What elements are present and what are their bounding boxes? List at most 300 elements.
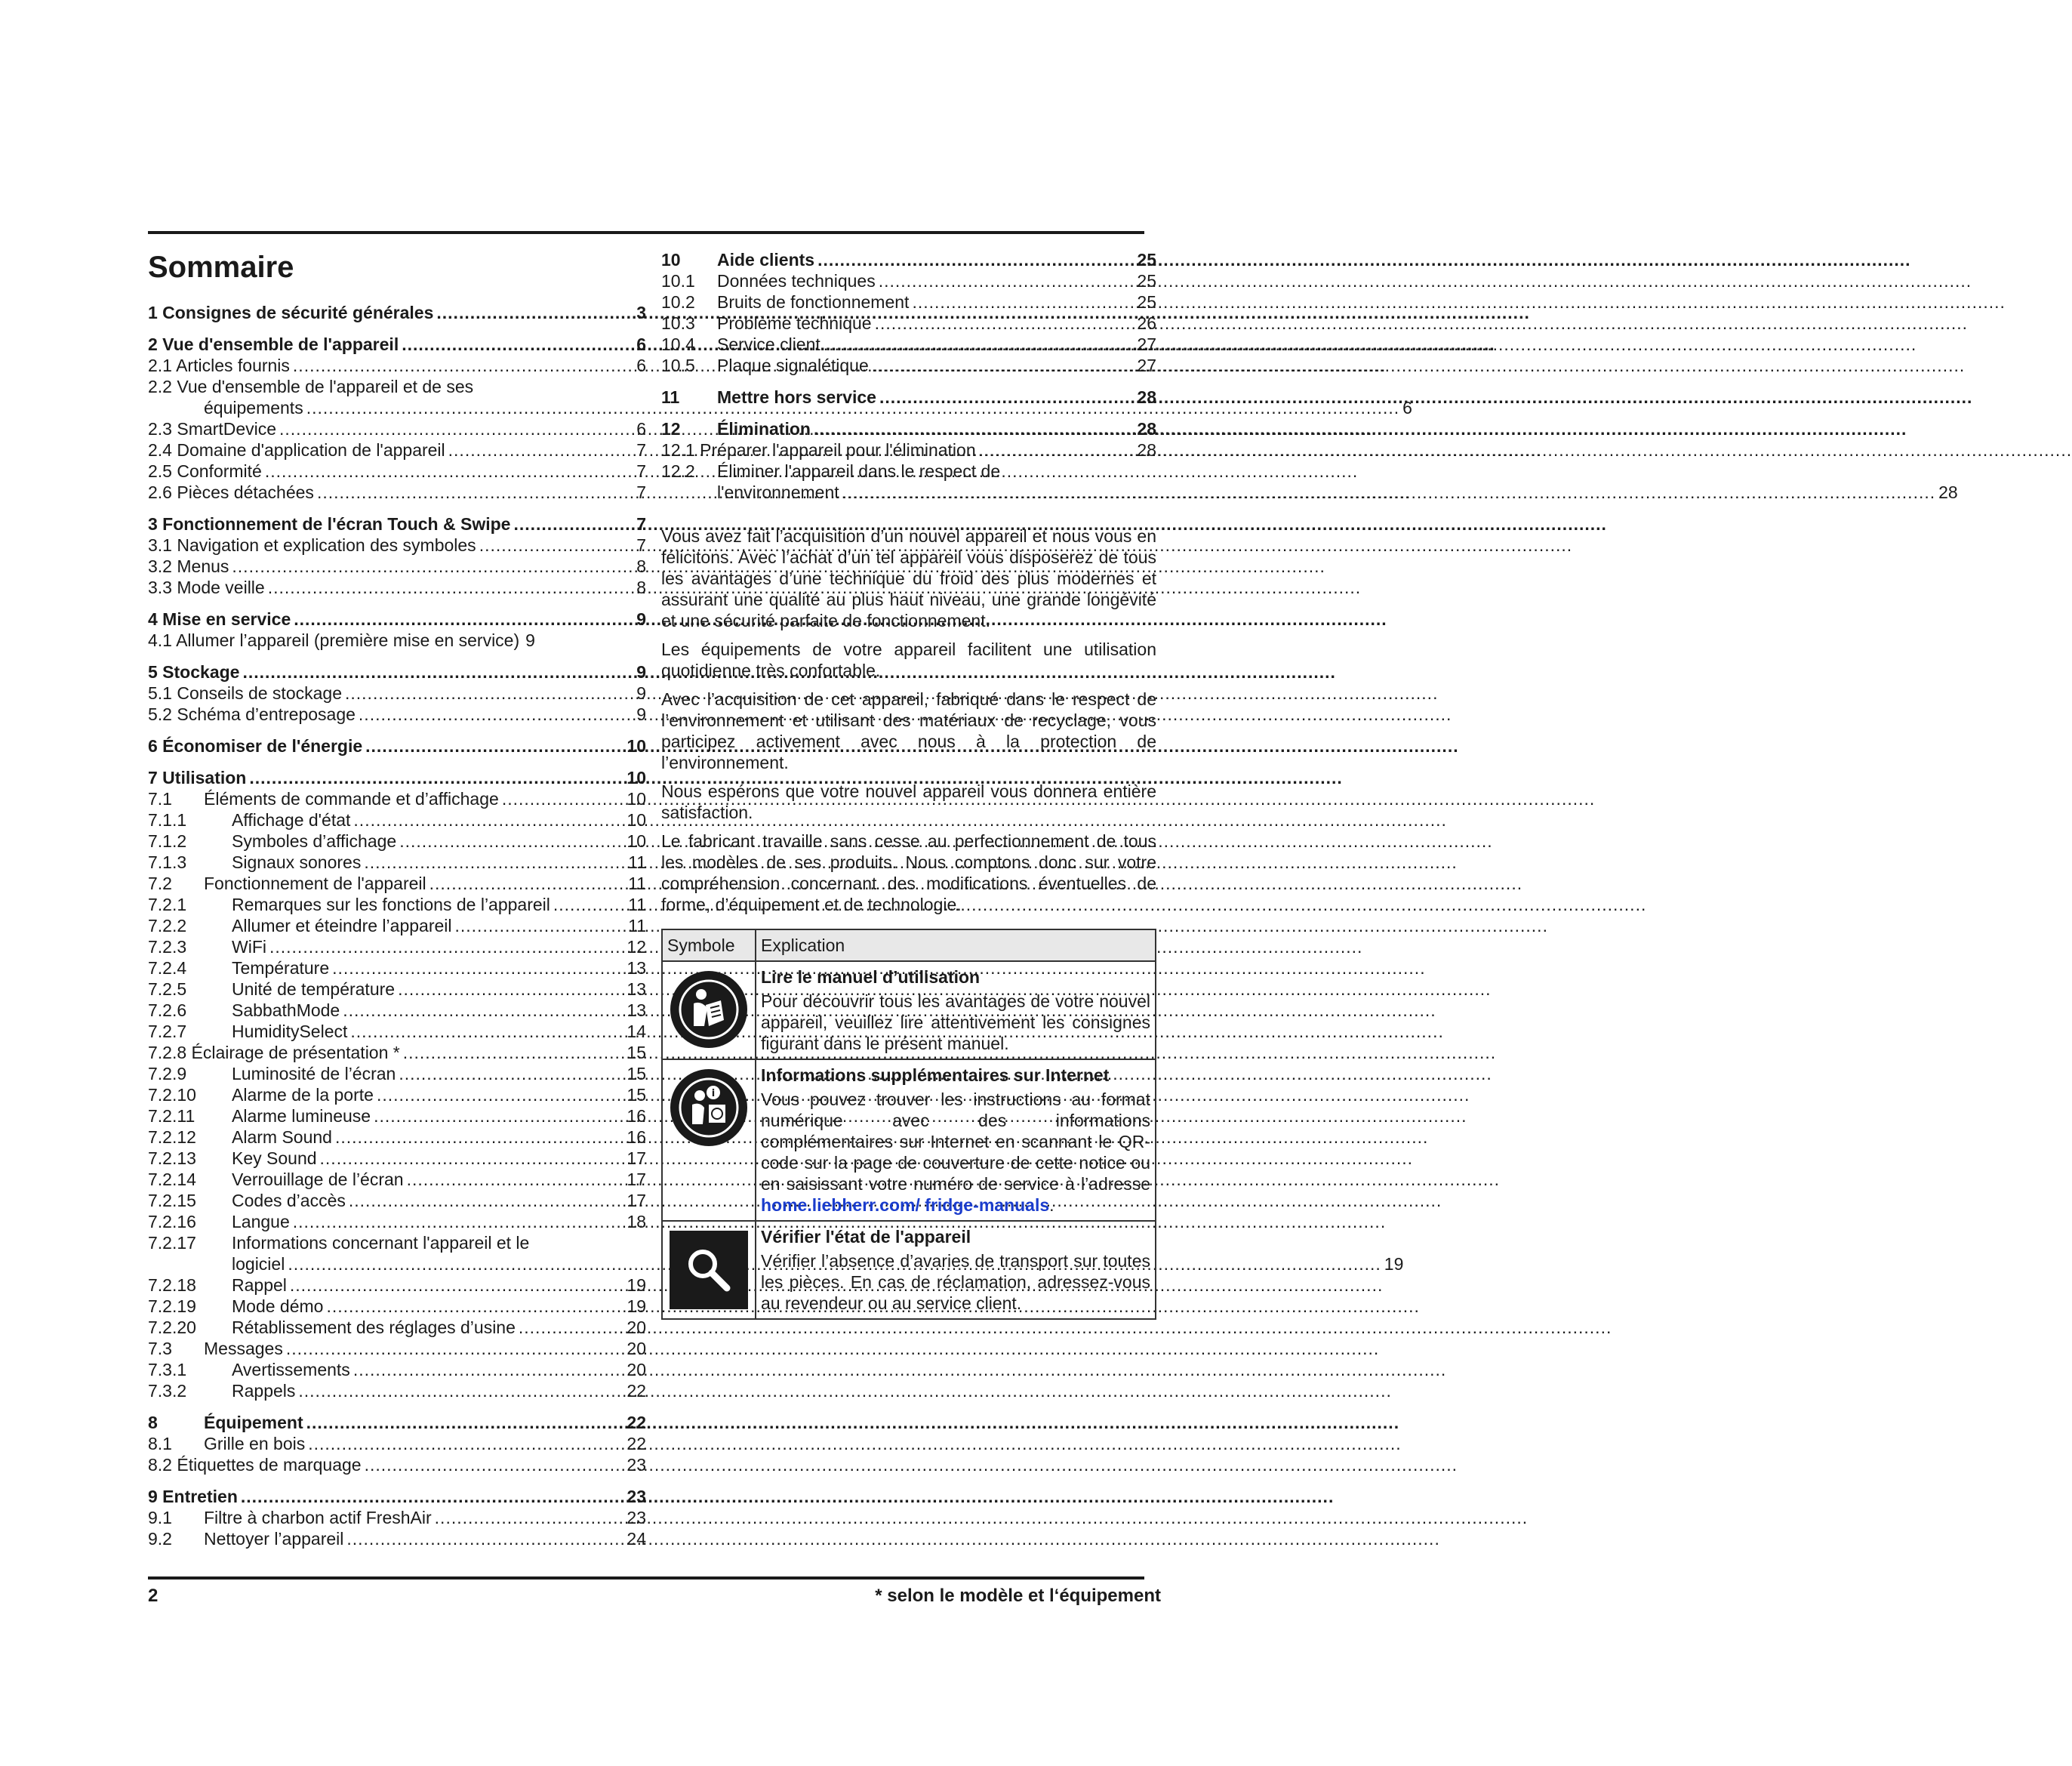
toc-number: 7.2.2 xyxy=(148,916,187,935)
toc-text: Avertissements xyxy=(232,1360,350,1379)
toc-entry[interactable] xyxy=(661,439,1156,461)
toc-entry[interactable] xyxy=(148,894,646,915)
toc-page: 23 xyxy=(627,1487,646,1506)
toc-page: 27 xyxy=(1137,334,1156,354)
toc-page: 18 xyxy=(627,1212,646,1231)
toc-number: 7.2.16 xyxy=(148,1212,196,1231)
toc-page: 25 xyxy=(1137,250,1156,270)
toc-leader xyxy=(364,852,625,873)
toc-text: 2.2 Vue d'ensemble de l'appareil et de ses xyxy=(148,377,474,396)
toc-leader xyxy=(269,936,623,957)
toc-leader xyxy=(979,439,1135,461)
toc-page: 26 xyxy=(1137,313,1156,333)
toc-number: 7.3.2 xyxy=(148,1381,187,1401)
toc-page: 7 xyxy=(636,440,646,460)
toc-leader xyxy=(265,461,633,482)
internet-info-icon xyxy=(670,1069,747,1146)
toc-page: 25 xyxy=(1137,271,1156,291)
toc-leader xyxy=(407,1169,624,1190)
toc-text: Rétablissement des réglages d’usine xyxy=(232,1318,516,1337)
toc-entry[interactable] xyxy=(148,661,646,683)
symbol-header: Symbole xyxy=(662,929,756,961)
toc-entry[interactable] xyxy=(148,535,646,556)
toc-page: 16 xyxy=(627,1127,646,1147)
toc-entry-continuation[interactable] xyxy=(661,482,1958,503)
toc-entry[interactable] xyxy=(148,1190,646,1211)
toc-number: 10 xyxy=(661,250,681,270)
toc-text: 8.2 Étiquettes de marquage xyxy=(148,1455,362,1475)
toc-leader xyxy=(399,1063,623,1084)
toc-text: Rappel xyxy=(232,1275,287,1295)
toc-entry[interactable] xyxy=(148,915,646,936)
toc-leader xyxy=(912,291,1134,313)
toc-page: 11 xyxy=(628,916,646,935)
toc-leader xyxy=(346,1528,623,1549)
toc-entry[interactable] xyxy=(148,809,646,831)
toc-text: 6 Économiser de l'énergie xyxy=(148,736,363,756)
symbol-title: Vérifier l'état de l'appareil xyxy=(761,1227,971,1247)
toc-number: 7.3 xyxy=(148,1339,172,1358)
toc-entry[interactable] xyxy=(148,788,646,809)
toc-entry[interactable] xyxy=(148,577,646,598)
toc-leader xyxy=(436,302,633,323)
toc-text: 5 Stockage xyxy=(148,662,240,682)
magnifier-icon xyxy=(670,1231,748,1309)
toc-page: 8 xyxy=(636,578,646,597)
toc-leader xyxy=(241,1486,624,1507)
toc-text: 5.1 Conseils de stockage xyxy=(148,683,342,703)
toc-page: 15 xyxy=(627,1085,646,1105)
toc-entry[interactable] xyxy=(661,291,1156,313)
toc-page: 19 xyxy=(627,1296,646,1316)
toc-page: 11 xyxy=(628,874,646,893)
manuals-link[interactable]: home.liebherr.com/ fridge-manuals xyxy=(761,1195,1050,1215)
toc-leader xyxy=(842,482,1935,503)
toc-page: 28 xyxy=(1137,440,1156,460)
toc-number: 10.1 xyxy=(661,271,695,291)
toc-text: Remarques sur les fonctions de l’appareil xyxy=(232,895,550,914)
toc-number: 7.1.1 xyxy=(148,810,187,830)
toc-page: 17 xyxy=(627,1191,646,1210)
toc-page: 19 xyxy=(1384,1254,1404,1274)
intro-paragraph: Avec l’acquisition de cet appareil, fabriqué dans le respect de l’environnement et utilisant des matériaux de recyclage, vous participez activement avec nous à la protection de l’environnement. xyxy=(661,689,1156,772)
toc-entry[interactable] xyxy=(148,1084,646,1105)
toc-page: 9 xyxy=(636,662,646,682)
symbol-row-manual xyxy=(662,961,1156,1059)
toc-section xyxy=(148,609,646,651)
toc-entry[interactable] xyxy=(148,1296,646,1317)
toc-leader xyxy=(293,355,633,376)
toc-page: 12 xyxy=(627,937,646,957)
symbol-body: Pour découvrir tous les avantages de votre nouvel appareil, veuillez lire attentivement les consignes figurant dans le présent manuel. xyxy=(761,991,1150,1053)
toc-entry[interactable] xyxy=(148,609,646,630)
toc-entry[interactable] xyxy=(148,1359,646,1380)
toc-number: 7.2.9 xyxy=(148,1064,187,1083)
toc-text: Codes d’accès xyxy=(232,1191,346,1210)
toc-entry[interactable] xyxy=(148,831,646,852)
toc-text: équipements xyxy=(204,398,303,418)
toc-page: 6 xyxy=(636,356,646,375)
toc-text: Key Sound xyxy=(232,1148,317,1168)
bottom-rule xyxy=(148,1576,1144,1580)
toc-leader xyxy=(293,1211,624,1232)
toc-entry-continuation[interactable] xyxy=(148,1253,1404,1274)
toc-leader xyxy=(435,1507,624,1528)
toc-entry[interactable] xyxy=(148,418,646,439)
toc-page: 9 xyxy=(636,704,646,724)
toc-entry[interactable] xyxy=(148,355,646,376)
toc-entry[interactable] xyxy=(148,1169,646,1190)
toc-entry[interactable] xyxy=(148,482,646,503)
toc-page: 7 xyxy=(636,482,646,502)
toc-text: Alarme lumineuse xyxy=(232,1106,371,1126)
toc-entry[interactable] xyxy=(148,1338,646,1359)
toc-text: Équipement xyxy=(204,1413,303,1432)
toc-entry[interactable] xyxy=(148,376,646,397)
toc-text: Alarme de la porte xyxy=(232,1085,374,1105)
toc-text: 2.1 Articles fournis xyxy=(148,356,290,375)
toc-entry[interactable] xyxy=(661,387,1156,408)
toc-leader xyxy=(353,809,623,831)
toc-leader xyxy=(353,1359,624,1380)
toc-leader xyxy=(399,831,623,852)
toc-text: Affichage d'état xyxy=(232,810,351,830)
toc-page: 10 xyxy=(627,789,646,809)
toc-text: SabbathMode xyxy=(232,1000,340,1020)
toc-entry[interactable] xyxy=(661,249,1156,270)
toc-leader xyxy=(553,894,625,915)
toc-text: 2.5 Conformité xyxy=(148,461,262,481)
toc-text: Verrouillage de l’écran xyxy=(232,1170,404,1189)
toc-page: 9 xyxy=(636,683,646,703)
toc-page: 10 xyxy=(627,810,646,830)
toc-leader xyxy=(350,1021,623,1042)
toc-section xyxy=(148,735,646,757)
toc-number: 9.2 xyxy=(148,1529,172,1549)
toc-page: 7 xyxy=(636,461,646,481)
toc-leader xyxy=(326,1296,623,1317)
toc-text: 3.2 Menus xyxy=(148,556,229,576)
toc-leader xyxy=(824,334,1135,355)
toc-number: 7.2.20 xyxy=(148,1318,196,1337)
toc-page: 23 xyxy=(627,1508,646,1527)
toc-text: 4 Mise en service xyxy=(148,609,291,629)
toc-entry[interactable] xyxy=(148,461,646,482)
toc-entry[interactable] xyxy=(148,852,646,873)
toc-leader xyxy=(317,482,633,503)
toc-text: 2 Vue d'ensemble de l'appareil xyxy=(148,334,399,354)
toc-text: Plaque signalétique xyxy=(717,356,869,375)
toc-number: 10.2 xyxy=(661,292,695,312)
toc-leader xyxy=(294,609,633,630)
toc-page: 14 xyxy=(627,1022,646,1041)
toc-entry[interactable] xyxy=(148,1507,646,1528)
toc-entry[interactable] xyxy=(148,735,646,757)
toc-text: Mettre hors service xyxy=(717,387,876,407)
toc-number: 7.2.12 xyxy=(148,1127,196,1147)
toc-leader xyxy=(320,1148,624,1169)
toc-text: 2.4 Domaine d'application de l'appareil xyxy=(148,440,445,460)
toc-section xyxy=(661,418,1958,503)
toc-entry[interactable] xyxy=(148,1232,646,1253)
toc-leader xyxy=(502,788,624,809)
toc-entry[interactable] xyxy=(148,1148,646,1169)
toc-number: 7.2.18 xyxy=(148,1275,196,1295)
toc-leader xyxy=(403,1042,624,1063)
toc-number: 7.2.10 xyxy=(148,1085,196,1105)
toc-page: 28 xyxy=(1938,482,1958,502)
toc-number: 12 xyxy=(661,419,681,439)
toc-page: 10 xyxy=(627,736,646,756)
toc-entry[interactable] xyxy=(148,1126,646,1148)
toc-entry[interactable] xyxy=(148,334,646,355)
toc-entry[interactable] xyxy=(661,334,1156,355)
toc-text: WiFi xyxy=(232,937,266,957)
toc-entry[interactable] xyxy=(148,1454,646,1475)
toc-number: 7.3.1 xyxy=(148,1360,187,1379)
toc-entry[interactable] xyxy=(148,936,646,957)
toc-leader xyxy=(365,1454,624,1475)
toc-leader xyxy=(814,418,1134,439)
toc-entry[interactable] xyxy=(148,1274,646,1296)
toc-entry[interactable] xyxy=(148,439,646,461)
toc-text: Élimination xyxy=(717,419,811,439)
symbol-body-end: . xyxy=(1049,1195,1054,1215)
toc-text: Signaux sonores xyxy=(232,852,362,872)
toc-section xyxy=(148,1486,646,1549)
toc-entry[interactable] xyxy=(148,873,646,894)
toc-text: Aide clients xyxy=(717,250,815,270)
toc-page: 6 xyxy=(636,419,646,439)
toc-entry[interactable] xyxy=(148,1380,646,1401)
toc-page: 28 xyxy=(1137,387,1156,407)
svg-text:i: i xyxy=(711,1088,716,1099)
toc-text: Informations concernant l'appareil et le xyxy=(232,1233,530,1253)
toc-number: 7.2.4 xyxy=(148,958,187,978)
toc-leader xyxy=(268,577,634,598)
toc-text: Données techniques xyxy=(717,271,876,291)
toc-entry[interactable] xyxy=(148,767,646,788)
toc-section xyxy=(148,1412,646,1475)
toc-page: 27 xyxy=(1137,356,1156,375)
toc-leader xyxy=(249,767,623,788)
toc-text: logiciel xyxy=(232,1254,285,1274)
toc-entry[interactable] xyxy=(148,630,646,651)
toc-entry[interactable] xyxy=(148,979,646,1000)
toc-entry[interactable] xyxy=(661,355,1156,376)
toc-number: 8.1 xyxy=(148,1434,172,1453)
toc-leader xyxy=(349,1190,624,1211)
toc-text: Langue xyxy=(232,1212,290,1231)
toc-entry[interactable] xyxy=(148,957,646,979)
toc-page: 15 xyxy=(627,1064,646,1083)
toc-text: Éliminer l'appareil dans le respect de xyxy=(717,461,1001,481)
toc-leader xyxy=(306,1412,624,1433)
toc-entry[interactable] xyxy=(148,1042,646,1063)
symbol-title: Informations supplémentaires sur Internet xyxy=(761,1065,1110,1085)
footnote: * selon le modèle et l‘équipement xyxy=(875,1586,1161,1606)
toc-leader xyxy=(872,355,1135,376)
toc-page: 10 xyxy=(627,768,646,787)
toc-number: 10.5 xyxy=(661,356,695,375)
toc-number: 7.2.17 xyxy=(148,1233,196,1253)
toc-page: 13 xyxy=(627,979,646,999)
toc-entry[interactable] xyxy=(148,556,646,577)
toc-page: 9 xyxy=(636,609,646,629)
toc-text: 4.1 Allumer l’appareil (première mise en service) xyxy=(148,630,520,650)
toc-text: l'environnement xyxy=(717,482,839,502)
toc-entry[interactable] xyxy=(148,683,646,704)
toc-page: 20 xyxy=(627,1360,646,1379)
toc-leader xyxy=(279,418,633,439)
toc-leader xyxy=(879,387,1134,408)
toc-leader xyxy=(332,957,623,979)
toc-right xyxy=(661,249,1958,503)
toc-text: Bruits de fonctionnement xyxy=(717,292,910,312)
toc-text: Symboles d’affichage xyxy=(232,831,397,851)
toc-number: 7.1 xyxy=(148,789,172,809)
toc-page: 17 xyxy=(627,1148,646,1168)
toc-section xyxy=(148,661,646,725)
explanation-header: Explication xyxy=(756,929,1156,961)
toc-page: 13 xyxy=(627,958,646,978)
toc-number: 9.1 xyxy=(148,1508,172,1527)
toc-entry[interactable] xyxy=(148,1433,646,1454)
toc-leader xyxy=(345,683,633,704)
toc-text: Rappels xyxy=(232,1381,296,1401)
toc-entry[interactable] xyxy=(148,1317,646,1338)
toc-entry[interactable] xyxy=(661,270,1156,291)
toc-text: Filtre à charbon actif FreshAir xyxy=(204,1508,432,1527)
toc-text: Service client xyxy=(717,334,820,354)
toc-leader xyxy=(365,735,623,757)
toc-text: HumiditySelect xyxy=(232,1022,348,1041)
toc-section xyxy=(661,387,1156,408)
toc-entry[interactable] xyxy=(148,704,646,725)
toc-entry[interactable] xyxy=(148,513,646,535)
toc-page: 6 xyxy=(1402,398,1412,418)
toc-leader xyxy=(242,661,633,683)
toc-text: Éléments de commande et d’affichage xyxy=(204,789,499,809)
toc-leader xyxy=(455,915,626,936)
toc-page: 8 xyxy=(636,556,646,576)
toc-number: 7.1.3 xyxy=(148,852,187,872)
toc-number: 7.2 xyxy=(148,874,172,893)
toc-text: 2.6 Pièces détachées xyxy=(148,482,314,502)
symbol-table xyxy=(661,929,1156,1320)
toc-entry[interactable] xyxy=(148,1000,646,1021)
toc-page: 25 xyxy=(1137,292,1156,312)
toc-leader xyxy=(359,704,633,725)
toc-leader xyxy=(335,1126,623,1148)
toc-number: 7.2.19 xyxy=(148,1296,196,1316)
toc-text: Température xyxy=(232,958,330,978)
read-manual-icon xyxy=(670,971,747,1048)
toc-leader xyxy=(308,1433,623,1454)
symbol-row-check xyxy=(662,1221,1156,1319)
symbol-title: Lire le manuel d’utilisation xyxy=(761,967,981,987)
intro-paragraph: Nous espérons que votre nouvel appareil vous donnera entière satisfaction. xyxy=(661,781,1156,822)
toc-number: 10.3 xyxy=(661,313,695,333)
toc-entry[interactable] xyxy=(661,461,1156,482)
toc-text: 3 Fonctionnement de l'écran Touch & Swipe xyxy=(148,514,511,534)
toc-entry[interactable] xyxy=(661,313,1156,334)
toc-text: 5.2 Schéma d’entreposage xyxy=(148,704,356,724)
toc-text: Messages xyxy=(204,1339,283,1358)
toc-text: Mode démo xyxy=(232,1296,324,1316)
toc-text: 7.2.8 Éclairage de présentation * xyxy=(148,1043,400,1062)
toc-number: 10.4 xyxy=(661,334,695,354)
toc-leader xyxy=(479,535,634,556)
toc-text: Grille en bois xyxy=(204,1434,306,1453)
toc-leader xyxy=(879,270,1135,291)
toc-leader xyxy=(343,1000,623,1021)
toc-number: 7.2.7 xyxy=(148,1022,187,1041)
toc-number: 7.2.13 xyxy=(148,1148,196,1168)
toc-leader xyxy=(519,1317,624,1338)
toc-leader xyxy=(290,1274,624,1296)
toc-number: 7.1.2 xyxy=(148,831,187,851)
toc-entry[interactable] xyxy=(148,1021,646,1042)
toc-page: 23 xyxy=(627,1455,646,1475)
toc-entry[interactable] xyxy=(148,1528,646,1549)
toc-number: 12.2 xyxy=(661,461,695,481)
toc-entry[interactable] xyxy=(148,302,646,323)
toc-text: Alarm Sound xyxy=(232,1127,332,1147)
toc-leader xyxy=(513,513,633,535)
toc-section xyxy=(148,513,646,598)
toc-leader xyxy=(875,313,1135,334)
toc-number: 7.2.15 xyxy=(148,1191,196,1210)
toc-text: 1 Consignes de sécurité générales xyxy=(148,303,434,322)
page-number: 2 xyxy=(148,1586,159,1606)
toc-page: 10 xyxy=(627,831,646,851)
intro-paragraph: Le fabricant travaille sans cesse au perfectionnement de tous les modèles de ses produits. Nous comptons donc sur votre compréhension concernant des modifications éventuelles de forme, d’équipement et de technologie. xyxy=(661,831,1156,914)
toc-number: 7.2.6 xyxy=(148,1000,187,1020)
toc-text: Fonctionnement de l'appareil xyxy=(204,874,426,893)
toc-entry[interactable] xyxy=(148,1486,646,1507)
toc-page: 3 xyxy=(636,303,646,322)
toc-entry[interactable] xyxy=(148,1211,646,1232)
toc-entry[interactable] xyxy=(148,1105,646,1126)
toc-leader xyxy=(398,979,623,1000)
top-rule xyxy=(148,231,1144,234)
toc-page: 20 xyxy=(627,1318,646,1337)
symbol-body: Vérifier l’absence d’avaries de transport sur toutes les pièces. En cas de réclamation, adressez-vous au revendeur ou au service client. xyxy=(761,1251,1150,1313)
toc-page: 13 xyxy=(627,1000,646,1020)
toc-page: 22 xyxy=(627,1381,646,1401)
toc-section xyxy=(148,302,646,323)
toc-text: 9 Entretien xyxy=(148,1487,238,1506)
toc-text: 3.3 Mode veille xyxy=(148,578,265,597)
page-title: Sommaire xyxy=(148,251,294,284)
toc-entry[interactable] xyxy=(661,418,1156,439)
toc-number: 7.2.11 xyxy=(148,1106,196,1126)
toc-leader xyxy=(377,1084,623,1105)
toc-page: 22 xyxy=(627,1434,646,1453)
toc-text: Unité de température xyxy=(232,979,396,999)
toc-entry[interactable] xyxy=(148,1063,646,1084)
toc-page: 7 xyxy=(636,514,646,534)
toc-page: 28 xyxy=(1137,419,1156,439)
toc-text: Problème technique xyxy=(717,313,872,333)
toc-text: 3.1 Navigation et explication des symboles xyxy=(148,535,476,555)
toc-number: 7.2.14 xyxy=(148,1170,196,1189)
toc-entry[interactable] xyxy=(148,1412,646,1433)
toc-text: 12.1 Préparer l'appareil pour l'élimination xyxy=(661,440,976,460)
toc-page: 20 xyxy=(627,1339,646,1358)
toc-page: 11 xyxy=(628,852,646,872)
